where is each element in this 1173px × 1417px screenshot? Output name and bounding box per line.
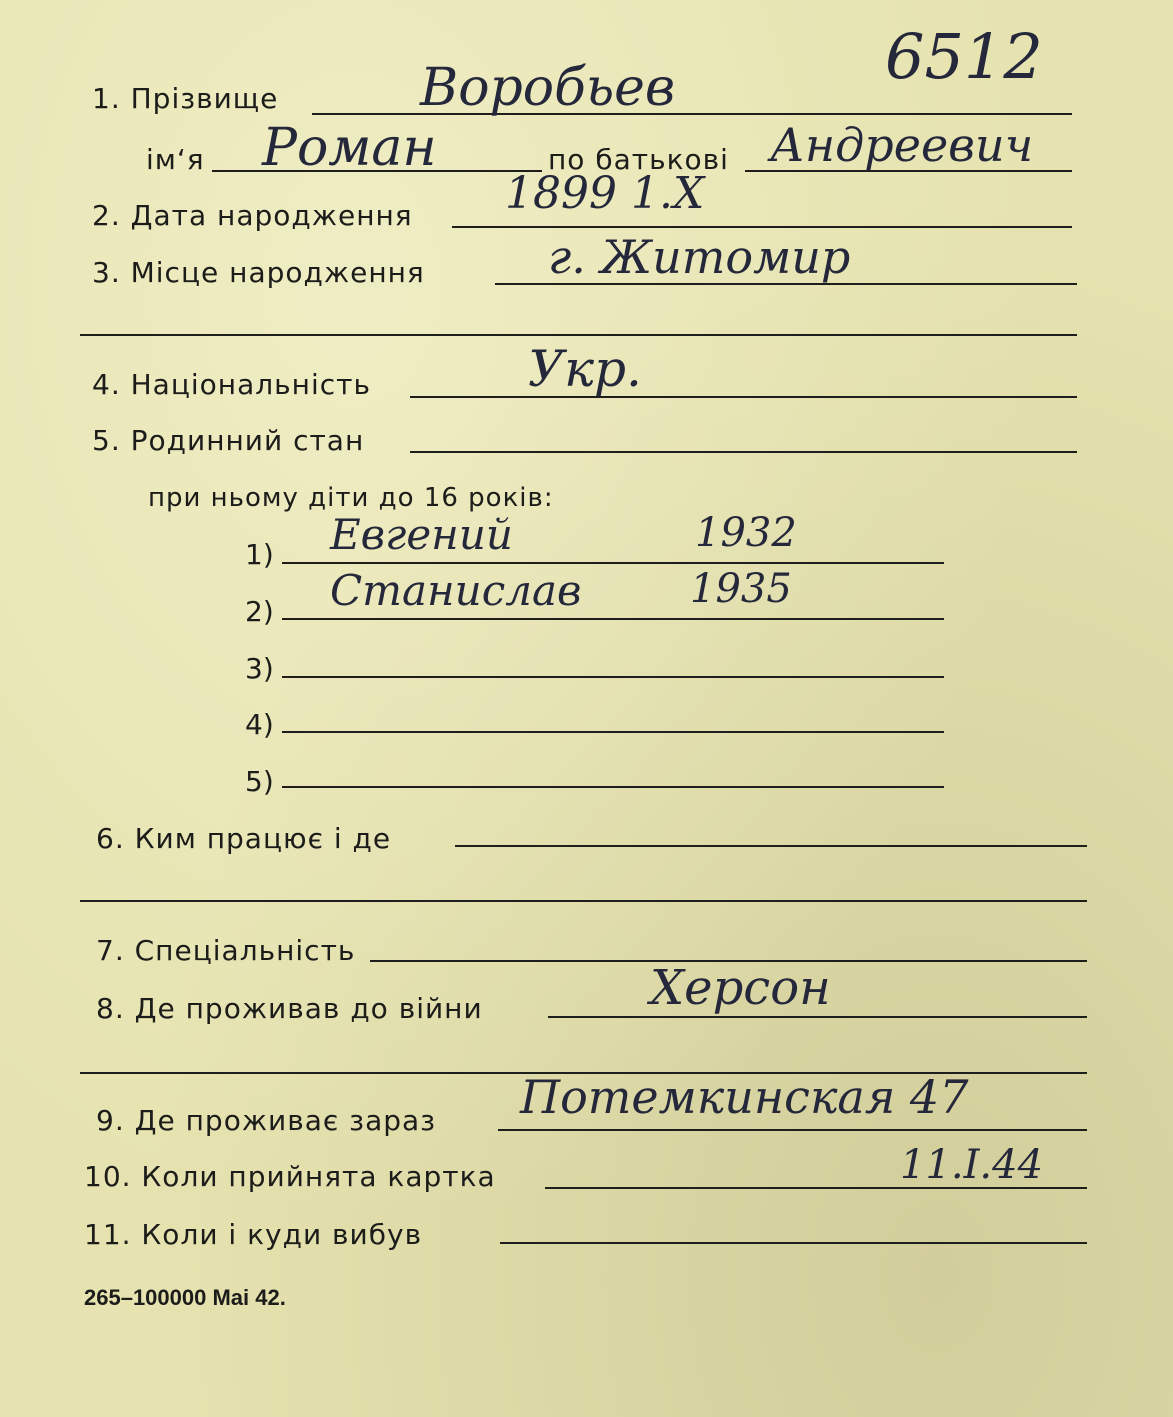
child-1-name: Евгений: [330, 510, 513, 559]
child-2-year: 1935: [690, 566, 792, 612]
specialty-label: 7. Спеціальність: [96, 934, 356, 967]
child-1-line: [282, 562, 944, 564]
nationality-value: Укр.: [528, 340, 642, 398]
occupation-label: 6. Ким працює і де: [96, 822, 392, 855]
card-accepted-label: 10. Коли прийнята картка: [84, 1160, 496, 1193]
child-2-name: Станислав: [330, 566, 582, 615]
print-code: 265–100000 Mai 42.: [84, 1285, 286, 1310]
child-1-num: 1): [245, 538, 274, 571]
patronymic-value: Андреевич: [770, 118, 1034, 172]
occupation-line-2: [80, 900, 1087, 902]
surname-value: Воробьев: [420, 58, 676, 118]
child-5-line: [282, 786, 944, 788]
prewar-residence-line: [548, 1016, 1087, 1018]
card-accepted-value: 11.I.44: [900, 1142, 1044, 1188]
current-residence-value: Потемкинская 47: [520, 1070, 969, 1124]
child-1-year: 1932: [695, 510, 797, 556]
birth-place-line-2: [80, 334, 1077, 336]
card-number: 6512: [885, 20, 1043, 93]
child-4-num: 4): [245, 708, 274, 741]
current-residence-line: [498, 1129, 1087, 1131]
birth-date-label: 2. Дата народження: [92, 199, 413, 232]
departed-line: [500, 1242, 1087, 1244]
child-3-num: 3): [245, 652, 274, 685]
child-2-num: 2): [245, 595, 274, 628]
nationality-line: [410, 396, 1077, 398]
child-2-line: [282, 618, 944, 620]
child-5-num: 5): [245, 765, 274, 798]
patronymic-label: по батькові: [548, 143, 729, 176]
occupation-line: [455, 845, 1087, 847]
prewar-residence-value: Херсон: [650, 960, 831, 1016]
birth-place-value: г. Житомир: [548, 230, 851, 284]
name-label: ім‘я: [146, 143, 205, 176]
birth-place-label: 3. Місце народження: [92, 256, 425, 289]
prewar-residence-label: 8. Де проживав до війни: [96, 992, 483, 1025]
nationality-label: 4. Національність: [92, 368, 371, 401]
surname-label: 1. Прізвище: [92, 82, 279, 115]
child-4-line: [282, 731, 944, 733]
birth-date-line: [452, 226, 1072, 228]
children-header: при ньому діти до 16 років:: [148, 483, 554, 513]
current-residence-label: 9. Де проживає зараз: [96, 1104, 437, 1137]
birth-date-value: 1899 1.X: [505, 168, 705, 219]
marital-status-label: 5. Родинний стан: [92, 424, 365, 457]
marital-status-line: [410, 451, 1077, 453]
name-value: Роман: [262, 118, 437, 178]
departed-label: 11. Коли і куди вибув: [84, 1218, 423, 1251]
child-3-line: [282, 676, 944, 678]
